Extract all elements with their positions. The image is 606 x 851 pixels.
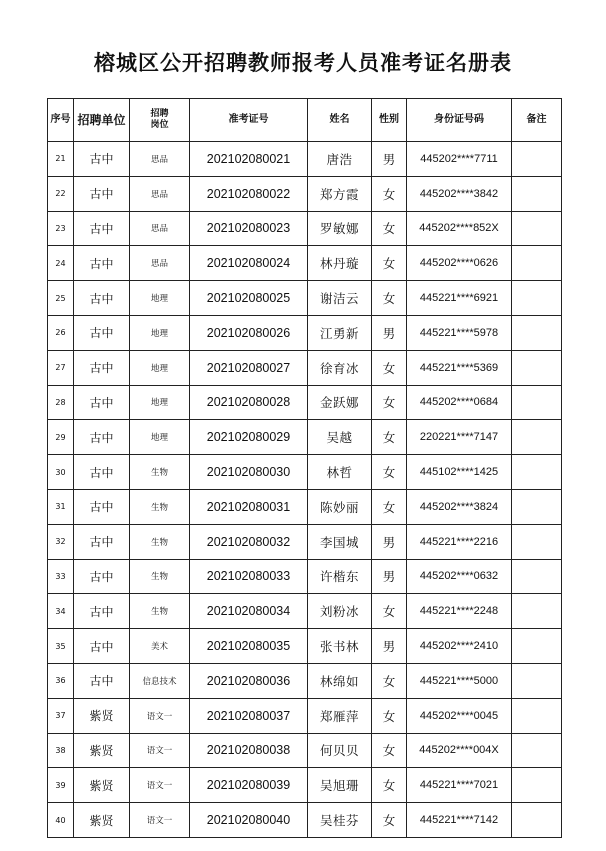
header-post	[130, 99, 190, 142]
cell-id-no: 445221****7021	[407, 768, 512, 803]
cell-id-no: 445202****852X	[407, 211, 512, 246]
cell-name: 何贝贝	[308, 733, 372, 768]
cell-seq: 31	[48, 489, 74, 524]
cell-seq: 27	[48, 350, 74, 385]
table-row	[48, 733, 562, 768]
cell-id-no: 445221****6921	[407, 281, 512, 316]
cell-exam-no: 202102080036	[190, 663, 308, 698]
cell-seq: 28	[48, 385, 74, 420]
cell-seq: 21	[48, 142, 74, 177]
cell-gender: 女	[372, 594, 407, 629]
cell-gender: 男	[372, 315, 407, 350]
cell-note	[512, 803, 562, 838]
cell-post: 生物	[130, 594, 190, 629]
cell-seq: 22	[48, 176, 74, 211]
cell-post: 语文一	[130, 803, 190, 838]
cell-note	[512, 663, 562, 698]
cell-unit: 古中	[74, 489, 130, 524]
cell-name: 谢洁云	[308, 281, 372, 316]
cell-post: 语文一	[130, 733, 190, 768]
cell-exam-no: 202102080039	[190, 768, 308, 803]
cell-exam-no: 202102080032	[190, 524, 308, 559]
cell-gender: 女	[372, 385, 407, 420]
cell-id-no: 445202****7711	[407, 142, 512, 177]
cell-name: 江勇新	[308, 315, 372, 350]
cell-name: 林丹璇	[308, 246, 372, 281]
cell-id-no: 445221****5000	[407, 663, 512, 698]
cell-post: 信息技术	[130, 663, 190, 698]
cell-seq: 34	[48, 594, 74, 629]
header-gender: 性别	[372, 99, 407, 142]
cell-id-no: 445202****0626	[407, 246, 512, 281]
cell-seq: 25	[48, 281, 74, 316]
cell-post: 思品	[130, 176, 190, 211]
cell-name: 唐浩	[308, 142, 372, 177]
cell-id-no: 445221****5978	[407, 315, 512, 350]
cell-seq: 38	[48, 733, 74, 768]
cell-gender: 女	[372, 768, 407, 803]
cell-id-no: 445221****5369	[407, 350, 512, 385]
cell-unit: 古中	[74, 176, 130, 211]
cell-note	[512, 350, 562, 385]
cell-exam-no: 202102080040	[190, 803, 308, 838]
cell-post: 地理	[130, 385, 190, 420]
cell-post: 地理	[130, 315, 190, 350]
cell-name: 刘粉冰	[308, 594, 372, 629]
cell-exam-no: 202102080021	[190, 142, 308, 177]
cell-unit: 紫贤	[74, 698, 130, 733]
cell-gender: 女	[372, 489, 407, 524]
cell-gender: 女	[372, 455, 407, 490]
cell-seq: 29	[48, 420, 74, 455]
cell-exam-no: 202102080022	[190, 176, 308, 211]
cell-id-no: 445202****3824	[407, 489, 512, 524]
page-title: 榕城区公开招聘教师报考人员准考证名册表	[94, 51, 512, 75]
cell-id-no: 445221****7142	[407, 803, 512, 838]
cell-seq: 40	[48, 803, 74, 838]
table-row	[48, 281, 562, 316]
cell-name: 张书林	[308, 629, 372, 664]
cell-post: 美术	[130, 629, 190, 664]
cell-note	[512, 594, 562, 629]
cell-name: 林绵如	[308, 663, 372, 698]
table-row	[48, 663, 562, 698]
cell-seq: 37	[48, 698, 74, 733]
cell-name: 吴桂芬	[308, 803, 372, 838]
table-row	[48, 768, 562, 803]
table-row	[48, 489, 562, 524]
table-row	[48, 698, 562, 733]
cell-seq: 39	[48, 768, 74, 803]
cell-note	[512, 176, 562, 211]
header-name: 姓名	[308, 99, 372, 142]
cell-gender: 女	[372, 211, 407, 246]
cell-unit: 古中	[74, 559, 130, 594]
cell-post: 思品	[130, 142, 190, 177]
cell-note	[512, 211, 562, 246]
cell-gender: 女	[372, 246, 407, 281]
table-row	[48, 420, 562, 455]
cell-unit: 古中	[74, 385, 130, 420]
cell-unit: 古中	[74, 350, 130, 385]
cell-exam-no: 202102080024	[190, 246, 308, 281]
cell-seq: 32	[48, 524, 74, 559]
cell-id-no: 445202****2410	[407, 629, 512, 664]
cell-exam-no: 202102080033	[190, 559, 308, 594]
cell-seq: 33	[48, 559, 74, 594]
cell-seq: 36	[48, 663, 74, 698]
table-row	[48, 803, 562, 838]
cell-unit: 紫贤	[74, 803, 130, 838]
cell-note	[512, 142, 562, 177]
cell-name: 许楷东	[308, 559, 372, 594]
cell-exam-no: 202102080035	[190, 629, 308, 664]
cell-gender: 男	[372, 559, 407, 594]
cell-post: 生物	[130, 455, 190, 490]
cell-gender: 女	[372, 733, 407, 768]
table-row	[48, 524, 562, 559]
cell-note	[512, 524, 562, 559]
table-row	[48, 385, 562, 420]
cell-exam-no: 202102080025	[190, 281, 308, 316]
cell-post: 地理	[130, 350, 190, 385]
table-row	[48, 142, 562, 177]
cell-exam-no: 202102080026	[190, 315, 308, 350]
cell-post: 思品	[130, 246, 190, 281]
cell-unit: 古中	[74, 629, 130, 664]
cell-exam-no: 202102080029	[190, 420, 308, 455]
cell-exam-no: 202102080037	[190, 698, 308, 733]
cell-note	[512, 420, 562, 455]
cell-note	[512, 698, 562, 733]
cell-seq: 24	[48, 246, 74, 281]
header-exam-no: 准考证号	[190, 99, 308, 142]
cell-note	[512, 246, 562, 281]
table-row	[48, 176, 562, 211]
table-row	[48, 455, 562, 490]
cell-seq: 23	[48, 211, 74, 246]
table-row	[48, 315, 562, 350]
header-seq: 序号	[48, 99, 74, 142]
cell-gender: 女	[372, 420, 407, 455]
cell-note	[512, 281, 562, 316]
table-row	[48, 246, 562, 281]
cell-unit: 古中	[74, 455, 130, 490]
cell-post: 生物	[130, 489, 190, 524]
cell-unit: 紫贤	[74, 733, 130, 768]
cell-id-no: 445202****0632	[407, 559, 512, 594]
cell-gender: 女	[372, 350, 407, 385]
cell-exam-no: 202102080038	[190, 733, 308, 768]
cell-unit: 古中	[74, 594, 130, 629]
cell-name: 陈妙丽	[308, 489, 372, 524]
header-post-text: 招聘岗位	[150, 109, 169, 130]
cell-post: 地理	[130, 281, 190, 316]
cell-id-no: 445202****0684	[407, 385, 512, 420]
cell-exam-no: 202102080034	[190, 594, 308, 629]
cell-id-no: 445202****0045	[407, 698, 512, 733]
cell-name: 金跃娜	[308, 385, 372, 420]
cell-id-no: 445221****2216	[407, 524, 512, 559]
cell-exam-no: 202102080023	[190, 211, 308, 246]
cell-name: 郑方霞	[308, 176, 372, 211]
cell-gender: 女	[372, 663, 407, 698]
cell-unit: 古中	[74, 315, 130, 350]
cell-post: 生物	[130, 559, 190, 594]
roster-body	[48, 142, 562, 838]
cell-post: 思品	[130, 211, 190, 246]
cell-exam-no: 202102080027	[190, 350, 308, 385]
cell-gender: 女	[372, 176, 407, 211]
cell-name: 李国城	[308, 524, 372, 559]
cell-exam-no: 202102080031	[190, 489, 308, 524]
cell-gender: 男	[372, 629, 407, 664]
cell-id-no: 445202****3842	[407, 176, 512, 211]
table-row	[48, 594, 562, 629]
header-note: 备注	[512, 99, 562, 142]
cell-note	[512, 315, 562, 350]
cell-gender: 男	[372, 142, 407, 177]
cell-exam-no: 202102080030	[190, 455, 308, 490]
cell-unit: 古中	[74, 420, 130, 455]
cell-post: 语文一	[130, 698, 190, 733]
cell-unit: 古中	[74, 142, 130, 177]
cell-note	[512, 385, 562, 420]
table-row	[48, 211, 562, 246]
cell-note	[512, 629, 562, 664]
cell-name: 林哲	[308, 455, 372, 490]
cell-seq: 26	[48, 315, 74, 350]
roster-table	[47, 98, 562, 838]
table-row	[48, 629, 562, 664]
header-id-no: 身份证号码	[407, 99, 512, 142]
cell-gender: 女	[372, 698, 407, 733]
cell-unit: 古中	[74, 663, 130, 698]
cell-post: 生物	[130, 524, 190, 559]
cell-post: 地理	[130, 420, 190, 455]
cell-exam-no: 202102080028	[190, 385, 308, 420]
table-header-row	[48, 99, 562, 142]
cell-gender: 女	[372, 281, 407, 316]
cell-seq: 30	[48, 455, 74, 490]
cell-name: 罗敏娜	[308, 211, 372, 246]
cell-gender: 男	[372, 524, 407, 559]
cell-gender: 女	[372, 803, 407, 838]
cell-id-no: 445102****1425	[407, 455, 512, 490]
cell-name: 徐育冰	[308, 350, 372, 385]
cell-name: 吴越	[308, 420, 372, 455]
header-unit: 招聘单位	[74, 99, 130, 142]
cell-unit: 古中	[74, 281, 130, 316]
cell-note	[512, 455, 562, 490]
cell-unit: 古中	[74, 246, 130, 281]
cell-note	[512, 768, 562, 803]
cell-id-no: 445221****2248	[407, 594, 512, 629]
table-row	[48, 350, 562, 385]
cell-note	[512, 733, 562, 768]
table-row	[48, 559, 562, 594]
cell-name: 吴旭珊	[308, 768, 372, 803]
cell-unit: 古中	[74, 211, 130, 246]
cell-note	[512, 489, 562, 524]
cell-note	[512, 559, 562, 594]
cell-name: 郑雁萍	[308, 698, 372, 733]
cell-unit: 紫贤	[74, 768, 130, 803]
cell-unit: 古中	[74, 524, 130, 559]
cell-id-no: 220221****7147	[407, 420, 512, 455]
cell-id-no: 445202****004X	[407, 733, 512, 768]
cell-seq: 35	[48, 629, 74, 664]
cell-post: 语文一	[130, 768, 190, 803]
